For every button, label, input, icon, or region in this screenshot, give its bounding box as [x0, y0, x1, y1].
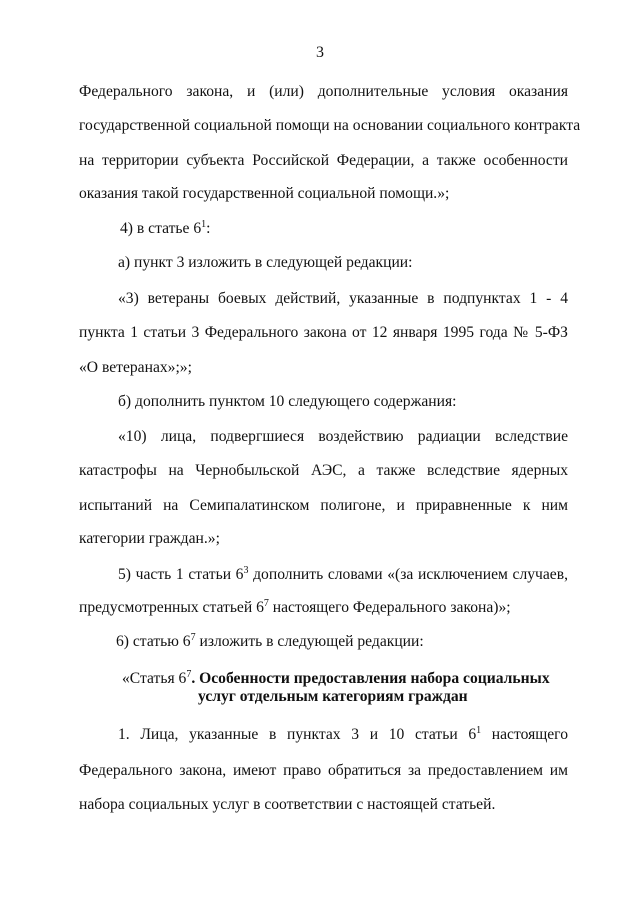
text-line: испытаний на Семипалатинском полигоне, и приравненные к ним — [79, 497, 568, 514]
text-span: : — [206, 220, 211, 237]
text-line: «3) ветераны боевых действий, указанные в подпунктах 1 - 4 — [118, 290, 568, 307]
heading-text: услуг отдельным категориям граждан — [198, 688, 468, 705]
text-line: «10) лица, подвергшиеся воздействию радиации вследствие — [118, 428, 568, 445]
text-line: Федерального закона, имеют право обратиться за предоставлением им — [79, 762, 568, 779]
text-line: катастрофы на Чернобыльской АЭС, а также вследствие ядерных — [79, 462, 568, 479]
superscript: 7 — [190, 632, 196, 643]
text-span: дополнить словами «(за исключением случаев, — [248, 566, 568, 583]
text-line — [116, 631, 424, 653]
superscript: 7 — [186, 669, 192, 680]
text-line: б) дополнить пунктом 10 следующего содержания: — [118, 393, 457, 410]
text-line: категории граждан.»; — [79, 530, 220, 547]
text-span: предусмотренных статьей 6 — [79, 599, 264, 616]
page-number: 3 — [316, 44, 324, 61]
superscript: 1 — [476, 725, 482, 736]
text-line — [118, 564, 568, 586]
text-span: 5) часть 1 статьи 6 — [118, 566, 244, 583]
superscript: 1 — [201, 219, 207, 230]
text-span: «Статья 6 — [122, 670, 187, 687]
text-span: изложить в следующей редакции: — [195, 633, 424, 650]
text-line — [79, 597, 568, 619]
heading-text: . — [191, 670, 200, 687]
text-line: Федерального закона, и (или) дополнительные условия оказания — [79, 83, 568, 100]
text-span: 6) статью 6 — [116, 633, 191, 650]
text-line: на территории субъекта Российской Федерации, а также особенности — [79, 152, 568, 169]
text-line: а) пункт 3 изложить в следующей редакции: — [118, 254, 413, 271]
text-line — [120, 218, 210, 240]
text-span: 1. Лица, указанные в пунктах 3 и 10 статьи 6 — [118, 726, 477, 743]
text-line: оказания такой государственной социальной помощи.»; — [79, 185, 450, 202]
text-line: набора социальных услуг в соответствии с настоящей статьей. — [79, 796, 496, 813]
superscript: 7 — [263, 598, 269, 609]
text-span: настоящего — [481, 726, 568, 743]
heading-text: Особенности предоставления набора социальных — [199, 670, 550, 687]
text-span: настоящего Федерального закона)»; — [268, 599, 511, 616]
text-line: «О ветеранах»;»; — [79, 359, 192, 376]
text-line: государственной социальной помощи на основании социального контракта — [79, 117, 581, 134]
text-line: пункта 1 статьи 3 Федерального закона от 12 января 1995 года № 5-ФЗ — [79, 324, 568, 341]
superscript: 3 — [243, 565, 249, 576]
text-line — [118, 724, 568, 746]
text-span: 4) в статье 6 — [120, 220, 202, 237]
article-heading — [198, 686, 468, 708]
